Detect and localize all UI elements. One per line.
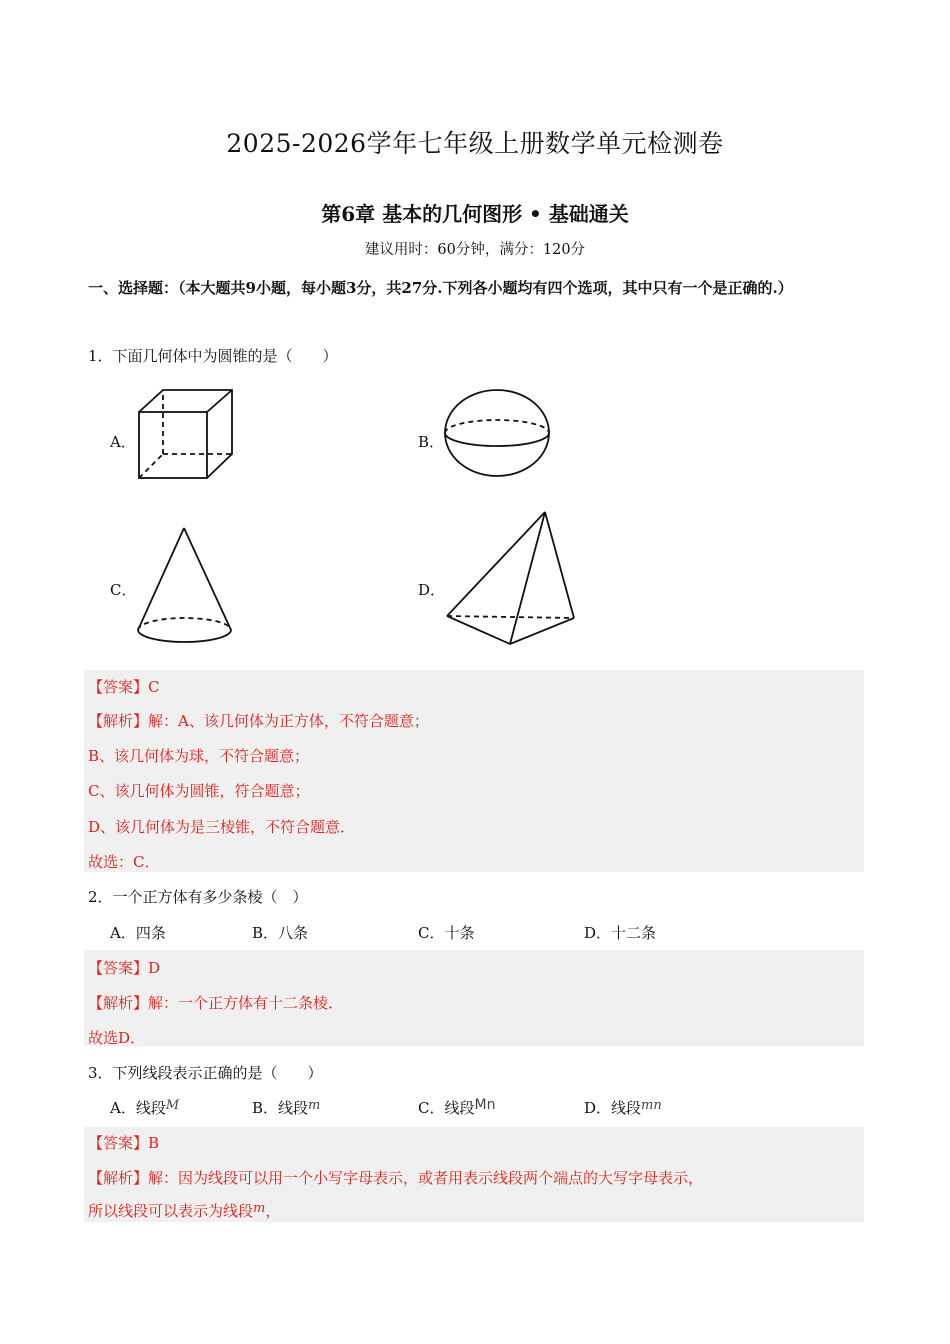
q3-option-c-symbol: Mn bbox=[474, 1097, 496, 1113]
q1-answer: 【答案】C bbox=[88, 678, 160, 696]
sphere-icon bbox=[444, 388, 552, 480]
time-note: 建议用时：60分钟，满分：120分 bbox=[364, 242, 586, 258]
answer-box-1 bbox=[84, 670, 864, 872]
q1-analysis-line-1: 【解析】解：A、该几何体为正方体，不符合题意； bbox=[88, 712, 429, 730]
q2-analysis-line-2: 故选D． bbox=[88, 1029, 146, 1047]
q2-answer: 【答案】D bbox=[88, 959, 161, 977]
q3-option-c-label: C．线段 bbox=[418, 1099, 475, 1117]
q1-option-c-label: C． bbox=[110, 581, 137, 599]
q3-option-a bbox=[110, 1097, 179, 1118]
chapter-subtitle: 第6章 基本的几何图形 • 基础通关 bbox=[321, 202, 629, 226]
q1-option-d-label: D． bbox=[418, 581, 446, 599]
q3-option-a-label: A．线段 bbox=[110, 1099, 166, 1117]
section-heading: 一、选择题：（本大题共9小题，每小题3分，共27分.下列各小题均有四个选项，其中只有一个是正确的.） bbox=[88, 279, 793, 297]
q1-analysis-line-4: D、该几何体为是三棱锥，不符合题意． bbox=[88, 818, 356, 836]
q2-option-c: C．十条 bbox=[418, 924, 475, 942]
q3-analysis-line-2 bbox=[88, 1200, 280, 1221]
q1-analysis-line-2: B、该几何体为球，不符合题意； bbox=[88, 747, 310, 765]
q1-option-b-label: B． bbox=[418, 433, 445, 451]
q2-option-a: A．四条 bbox=[110, 924, 166, 942]
q3-option-d-label: D．线段 bbox=[584, 1099, 642, 1117]
q3-analysis-symbol: m bbox=[253, 1201, 266, 1216]
q3-option-d-symbol: mn bbox=[641, 1098, 662, 1113]
q3-option-c bbox=[418, 1097, 495, 1118]
q2-option-b: B．八条 bbox=[252, 924, 309, 942]
q3-option-b-symbol: m bbox=[308, 1098, 321, 1113]
q3-analysis-tail: ， bbox=[265, 1202, 281, 1220]
q1-analysis-line-3: C、该几何体为圆锥，符合题意； bbox=[88, 782, 310, 800]
cube-icon bbox=[136, 388, 236, 480]
q3-option-b bbox=[252, 1097, 320, 1118]
q2-analysis-line-1: 【解析】解：一个正方体有十二条棱． bbox=[88, 994, 344, 1012]
page-title: 2025-2026学年七年级上册数学单元检测卷 bbox=[226, 129, 724, 158]
question-2-stem: 2．一个正方体有多少条棱（ ） bbox=[88, 888, 308, 906]
q3-option-d bbox=[584, 1097, 662, 1118]
question-1-stem: 1．下面几何体中为圆锥的是（ ） bbox=[88, 347, 338, 365]
question-3-stem: 3．下列线段表示正确的是（ ） bbox=[88, 1064, 323, 1082]
q3-answer: 【答案】B bbox=[88, 1134, 160, 1152]
q1-option-a-label: A． bbox=[110, 433, 136, 451]
cone-icon bbox=[136, 526, 234, 646]
q1-analysis-line-5: 故选：C． bbox=[88, 853, 160, 871]
q3-option-b-label: B．线段 bbox=[252, 1099, 309, 1117]
q3-analysis-line-1: 【解析】解：因为线段可以用一个小写字母表示，或者用表示线段两个端点的大写字母表示， bbox=[88, 1169, 704, 1187]
q3-analysis-text: 所以线段可以表示为线段 bbox=[88, 1202, 254, 1220]
q2-option-d: D．十二条 bbox=[584, 924, 657, 942]
pyramid-icon bbox=[444, 508, 578, 648]
q3-option-a-symbol: M bbox=[165, 1098, 180, 1113]
